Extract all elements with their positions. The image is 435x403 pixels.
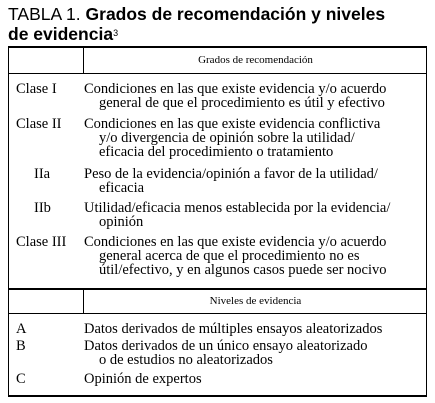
caption-reference: 3 [113, 28, 119, 38]
row-label-clase-i: Clase I [16, 81, 57, 97]
table-right-border [426, 46, 427, 397]
section-divider-rule [8, 288, 427, 290]
desc-line: Utilidad/eficacia menos establecida por la evidencia/ [84, 200, 391, 216]
row-label-a: A [16, 321, 27, 337]
section1-header-rule [8, 73, 427, 74]
desc-line: general acerca de que el procedimiento no es [99, 248, 360, 264]
row-label-clase-ii: Clase II [16, 116, 62, 132]
desc-line: Condiciones en las que existe evidencia y/o acuerdo [84, 234, 387, 250]
desc-line: Condiciones en las que existe evidencia y/o acuerdo [84, 81, 387, 97]
caption-title-line2: de evidencia [8, 24, 114, 44]
section2-header: Niveles de evidencia [209, 295, 302, 307]
row-label-iia: IIa [34, 166, 51, 182]
desc-line: Datos derivados de múltiples ensayos aleatorizados [84, 321, 383, 337]
row-desc-clase-iii [84, 235, 387, 277]
caption-title-line1: Grados de recomendación y niveles [85, 4, 386, 24]
table-caption [8, 4, 428, 44]
row-desc-iib [84, 201, 390, 229]
row-label-c: C [16, 371, 26, 387]
row-label-b: B [16, 338, 26, 354]
caption-label: TABLA 1. [8, 4, 81, 24]
desc-line: o de estudios no aleatorizados [99, 352, 273, 368]
section2-header-rule [8, 313, 427, 314]
row-label-clase-iii: Clase III [16, 234, 67, 250]
row-desc-clase-ii [84, 117, 380, 159]
desc-line: general de que el procedimiento es útil y efectivo [99, 95, 385, 111]
desc-line: y/o divergencia de opinión sobre la utilidad/ [99, 130, 355, 146]
desc-line: Datos derivados de un único ensayo aleatorizado [84, 338, 368, 354]
table-top-rule [8, 46, 427, 48]
desc-line: opinión [99, 214, 144, 230]
desc-line: Peso de la evidencia/opinión a favor de la utilidad/ [84, 166, 378, 182]
table-left-border [8, 46, 9, 397]
desc-line: útil/efectivo, y en algunos casos puede ser nocivo [99, 262, 387, 278]
desc-line: Condiciones en las que existe evidencia conflictiva [84, 116, 381, 132]
row-desc-b [84, 339, 367, 367]
desc-line: eficacia del procedimiento o tratamiento [99, 144, 334, 160]
table-bottom-rule [8, 395, 427, 397]
row-desc-clase-i [84, 82, 386, 110]
section1-header: Grados de recomendación [198, 54, 313, 66]
desc-line: Opinión de expertos [84, 371, 202, 387]
row-desc-c [84, 372, 202, 386]
row-desc-iia [84, 167, 378, 195]
row-label-iib: IIb [34, 200, 51, 216]
row-desc-a [84, 322, 382, 336]
desc-line: eficacia [99, 180, 145, 196]
